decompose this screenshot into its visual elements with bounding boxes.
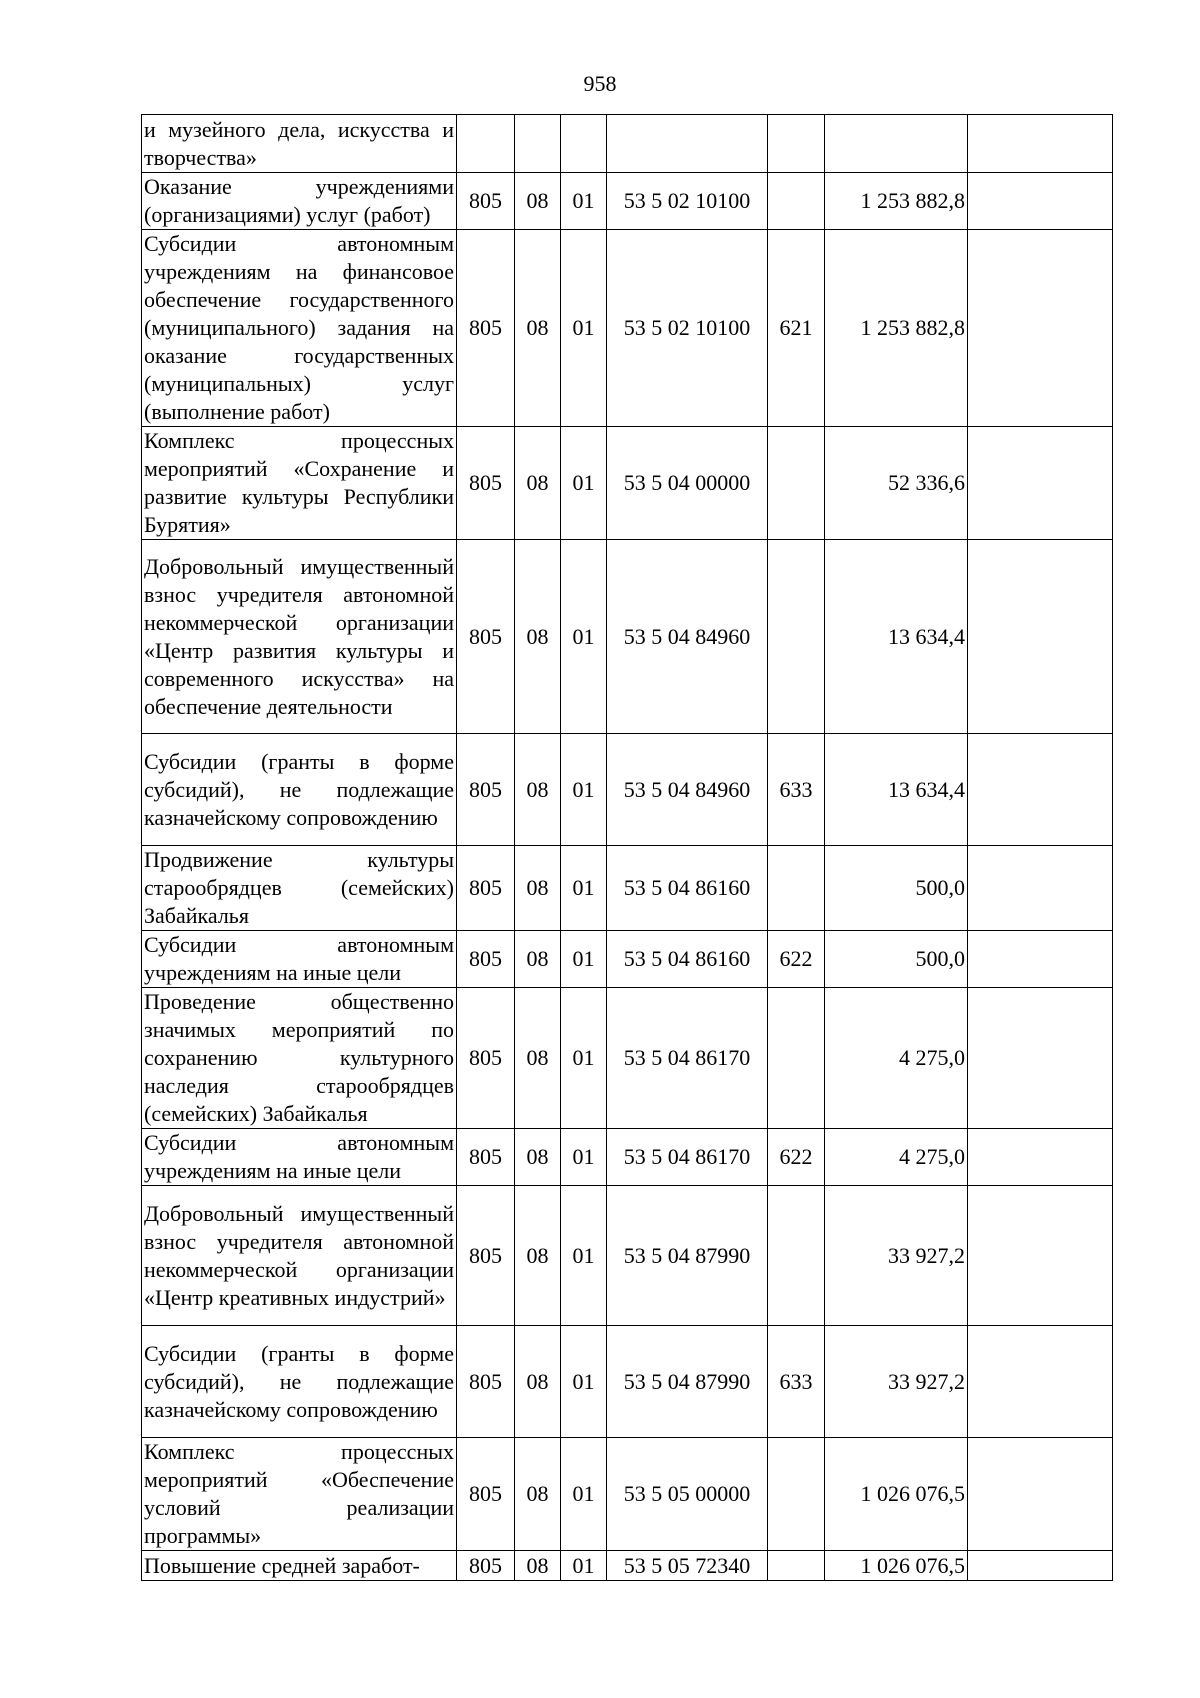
- table-row: [142, 1129, 1113, 1186]
- ministry-code: 805: [457, 846, 515, 931]
- ministry-code: [457, 115, 515, 173]
- target-article-code: 53 5 05 72340: [607, 1551, 768, 1581]
- target-article-code: 53 5 04 87990: [607, 1186, 768, 1326]
- section-code: 08: [515, 1326, 561, 1438]
- extra-cell: [968, 734, 1113, 846]
- extra-cell: [968, 1438, 1113, 1551]
- section-code: [515, 115, 561, 173]
- subsection-code: [561, 115, 607, 173]
- subsection-code: 01: [561, 1438, 607, 1551]
- subsection-code: 01: [561, 734, 607, 846]
- target-article-code: 53 5 02 10100: [607, 173, 768, 230]
- section-code: 08: [515, 540, 561, 734]
- item-name: Субсидии автономным учреждениям на финансовое обеспечение государственного (муниципального) задания на оказание государственных (муниципальных) услуг (выполнение работ): [142, 230, 457, 427]
- target-article-code: 53 5 05 00000: [607, 1438, 768, 1551]
- table-row: [142, 1438, 1113, 1551]
- item-name: Повышение средней заработ-: [142, 1551, 457, 1581]
- subsection-code: 01: [561, 988, 607, 1129]
- ministry-code: 805: [457, 230, 515, 427]
- item-name: Проведение общественно значимых мероприятий по сохранению культурного наследия старообрядцев (семейских) Забайкалья: [142, 988, 457, 1129]
- expense-type-code: [768, 988, 825, 1129]
- section-code: 08: [515, 734, 561, 846]
- item-name: Субсидии автономным учреждениям на иные цели: [142, 1129, 457, 1186]
- target-article-code: 53 5 04 84960: [607, 734, 768, 846]
- amount: 1 026 076,5: [825, 1551, 968, 1581]
- table-row: [142, 230, 1113, 427]
- amount: 13 634,4: [825, 734, 968, 846]
- amount: [825, 115, 968, 173]
- table-row: [142, 846, 1113, 931]
- target-article-code: 53 5 04 84960: [607, 540, 768, 734]
- extra-cell: [968, 931, 1113, 988]
- section-code: 08: [515, 988, 561, 1129]
- page-number: 958: [583, 71, 617, 96]
- extra-cell: [968, 115, 1113, 173]
- extra-cell: [968, 427, 1113, 540]
- expense-type-code: 622: [768, 931, 825, 988]
- section-code: 08: [515, 1551, 561, 1581]
- budget-table-body: [142, 115, 1113, 1581]
- extra-cell: [968, 846, 1113, 931]
- table-row: [142, 931, 1113, 988]
- extra-cell: [968, 173, 1113, 230]
- expense-type-code: 633: [768, 734, 825, 846]
- amount: 33 927,2: [825, 1326, 968, 1438]
- target-article-code: 53 5 04 86160: [607, 931, 768, 988]
- subsection-code: 01: [561, 846, 607, 931]
- expense-type-code: 622: [768, 1129, 825, 1186]
- section-code: 08: [515, 1129, 561, 1186]
- extra-cell: [968, 230, 1113, 427]
- ministry-code: 805: [457, 1326, 515, 1438]
- expense-type-code: [768, 540, 825, 734]
- target-article-code: 53 5 04 86170: [607, 1129, 768, 1186]
- section-code: 08: [515, 427, 561, 540]
- table-row: [142, 734, 1113, 846]
- subsection-code: 01: [561, 1129, 607, 1186]
- target-article-code: 53 5 04 00000: [607, 427, 768, 540]
- target-article-code: 53 5 04 86160: [607, 846, 768, 931]
- item-name: Субсидии (гранты в форме субсидий), не подлежащие казначейскому сопровождению: [142, 734, 457, 846]
- subsection-code: 01: [561, 230, 607, 427]
- table-row: [142, 115, 1113, 173]
- target-article-code: [607, 115, 768, 173]
- amount: 4 275,0: [825, 988, 968, 1129]
- target-article-code: 53 5 02 10100: [607, 230, 768, 427]
- expense-type-code: [768, 115, 825, 173]
- table-row: [142, 1326, 1113, 1438]
- table-row: [142, 427, 1113, 540]
- amount: 33 927,2: [825, 1186, 968, 1326]
- subsection-code: 01: [561, 427, 607, 540]
- item-name: Добровольный имущественный взнос учредителя автономной некоммерческой организации «Центр развития культуры и современного искусства» на обеспечение деятельности: [142, 540, 457, 734]
- amount: 4 275,0: [825, 1129, 968, 1186]
- table-row: [142, 1186, 1113, 1326]
- item-name: Оказание учреждениями (организациями) услуг (работ): [142, 173, 457, 230]
- ministry-code: 805: [457, 1551, 515, 1581]
- section-code: 08: [515, 931, 561, 988]
- expense-type-code: [768, 173, 825, 230]
- ministry-code: 805: [457, 540, 515, 734]
- amount: 1 253 882,8: [825, 230, 968, 427]
- ministry-code: 805: [457, 1438, 515, 1551]
- target-article-code: 53 5 04 86170: [607, 988, 768, 1129]
- target-article-code: 53 5 04 87990: [607, 1326, 768, 1438]
- extra-cell: [968, 1551, 1113, 1581]
- ministry-code: 805: [457, 427, 515, 540]
- table-row: [142, 540, 1113, 734]
- section-code: 08: [515, 1438, 561, 1551]
- extra-cell: [968, 1129, 1113, 1186]
- table-row: [142, 173, 1113, 230]
- amount: 1 026 076,5: [825, 1438, 968, 1551]
- amount: 500,0: [825, 931, 968, 988]
- expense-type-code: [768, 846, 825, 931]
- amount: 1 253 882,8: [825, 173, 968, 230]
- amount: 52 336,6: [825, 427, 968, 540]
- table-row: [142, 988, 1113, 1129]
- ministry-code: 805: [457, 1186, 515, 1326]
- item-name: Добровольный имущественный взнос учредителя автономной некоммерческой организации «Центр креативных индустрий»: [142, 1186, 457, 1326]
- ministry-code: 805: [457, 931, 515, 988]
- amount: 500,0: [825, 846, 968, 931]
- extra-cell: [968, 1186, 1113, 1326]
- expense-type-code: [768, 427, 825, 540]
- section-code: 08: [515, 846, 561, 931]
- subsection-code: 01: [561, 1326, 607, 1438]
- subsection-code: 01: [561, 540, 607, 734]
- ministry-code: 805: [457, 1129, 515, 1186]
- expense-type-code: [768, 1551, 825, 1581]
- amount: 13 634,4: [825, 540, 968, 734]
- item-name: Комплекс процессных мероприятий «Обеспечение условий реализации программы»: [142, 1438, 457, 1551]
- expense-type-code: 621: [768, 230, 825, 427]
- budget-table: [141, 114, 1113, 1581]
- item-name: Продвижение культуры старообрядцев (семейских) Забайкалья: [142, 846, 457, 931]
- extra-cell: [968, 1326, 1113, 1438]
- item-name: и музейного дела, искусства и творчества»: [142, 115, 457, 173]
- section-code: 08: [515, 173, 561, 230]
- section-code: 08: [515, 230, 561, 427]
- item-name: Субсидии (гранты в форме субсидий), не подлежащие казначейскому сопровождению: [142, 1326, 457, 1438]
- ministry-code: 805: [457, 988, 515, 1129]
- subsection-code: 01: [561, 173, 607, 230]
- extra-cell: [968, 988, 1113, 1129]
- item-name: Комплекс процессных мероприятий «Сохранение и развитие культуры Республики Бурятия»: [142, 427, 457, 540]
- ministry-code: 805: [457, 173, 515, 230]
- table-row: [142, 1551, 1113, 1581]
- subsection-code: 01: [561, 931, 607, 988]
- item-name: Субсидии автономным учреждениям на иные цели: [142, 931, 457, 988]
- subsection-code: 01: [561, 1186, 607, 1326]
- expense-type-code: 633: [768, 1326, 825, 1438]
- subsection-code: 01: [561, 1551, 607, 1581]
- section-code: 08: [515, 1186, 561, 1326]
- ministry-code: 805: [457, 734, 515, 846]
- expense-type-code: [768, 1186, 825, 1326]
- expense-type-code: [768, 1438, 825, 1551]
- extra-cell: [968, 540, 1113, 734]
